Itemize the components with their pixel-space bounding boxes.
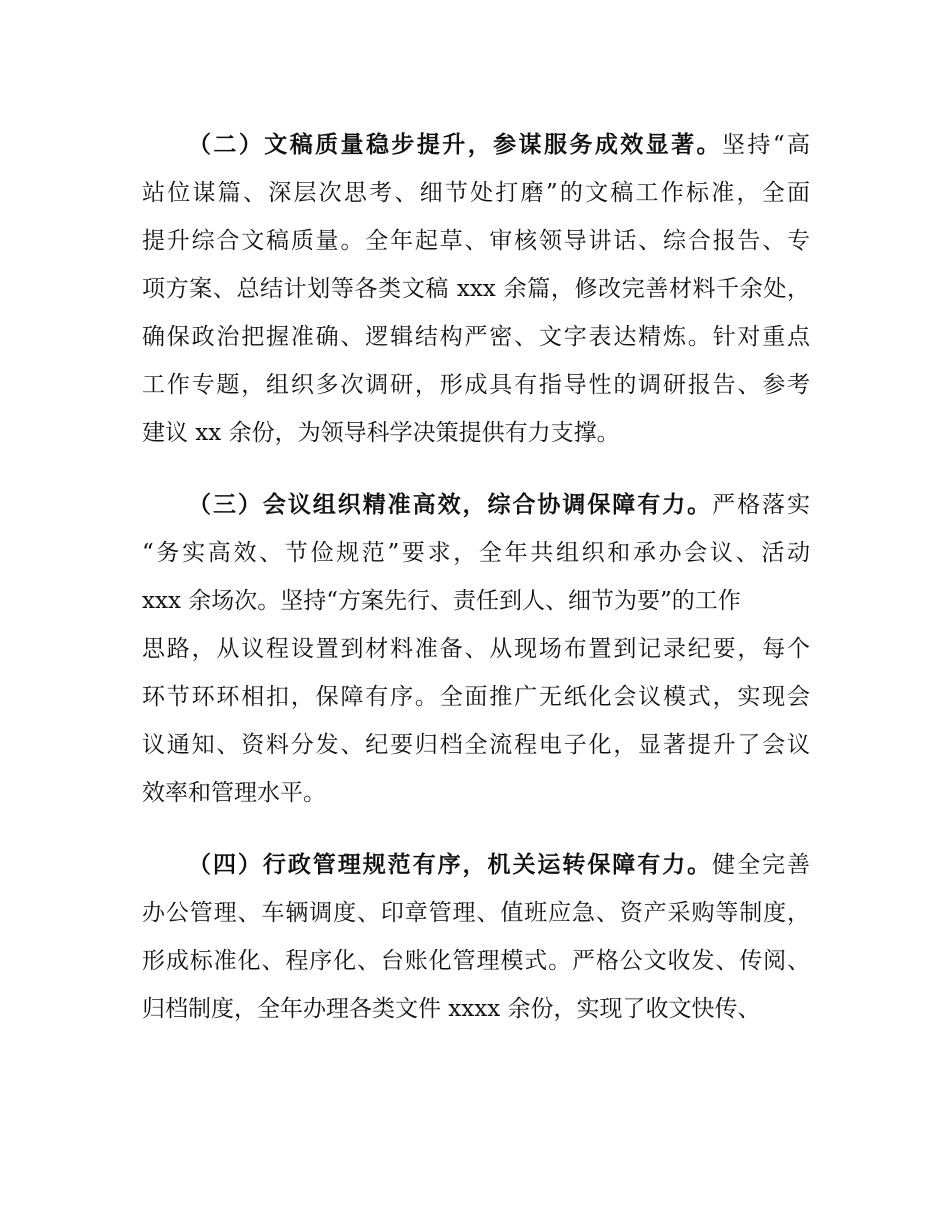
paragraph-heading: （四）行政管理规范有序，机关运转保障有力。 bbox=[188, 852, 713, 878]
paragraph-line: 工作专题，组织多次调研，形成具有指导性的调研报告、参考 bbox=[142, 372, 810, 398]
paragraph-line: 思路，从议程设置到材料准备、从现场布置到记录纪要，每个 bbox=[142, 636, 810, 662]
paragraph-line: 建议 xx 余份，为领导科学决策提供有力支撑。 bbox=[142, 420, 620, 446]
paragraph-heading: （二）文稿质量稳步提升，参谋服务成效显著。 bbox=[188, 132, 722, 158]
paragraph-line: 办公管理、车辆调度、印章管理、值班应急、资产采购等制度， bbox=[142, 900, 810, 926]
paragraph-line: xxx 余场次。坚持“方案先行、责任到人、细节为要”的工作 bbox=[142, 588, 741, 614]
paragraph-line: 归档制度，全年办理各类文件 xxxx 余份，实现了收文快传、 bbox=[142, 996, 761, 1022]
paragraph-text: 健全完善 bbox=[712, 852, 811, 878]
paragraph-first-line bbox=[142, 481, 810, 529]
paragraph-first-line bbox=[142, 841, 810, 889]
paragraph-line: 环节环环相扣，保障有序。全面推广无纸化会议模式，实现会 bbox=[142, 684, 810, 710]
paragraph-3 bbox=[142, 481, 810, 817]
paragraph-heading: （三）会议组织精准高效，综合协调保障有力。 bbox=[188, 492, 713, 518]
paragraph-2 bbox=[142, 121, 810, 457]
paragraph-text: 坚持“高 bbox=[721, 132, 811, 158]
paragraph-first-line bbox=[142, 121, 810, 169]
paragraph-line: 提升综合文稿质量。全年起草、审核领导讲话、综合报告、专 bbox=[142, 228, 810, 254]
paragraph-line: 站位谋篇、深层次思考、细节处打磨”的文稿工作标准，全面 bbox=[142, 180, 810, 206]
paragraph-line: 形成标准化、程序化、台账化管理模式。严格公文收发、传阅、 bbox=[142, 948, 810, 974]
paragraph-text: 严格落实 bbox=[712, 492, 811, 518]
paragraph-line: 项方案、总结计划等各类文稿 xxx 余篇，修改完善材料千余处， bbox=[142, 276, 810, 302]
paragraph-line: 确保政治把握准确、逻辑结构严密、文字表达精炼。针对重点 bbox=[142, 324, 810, 350]
document-page bbox=[142, 121, 810, 1057]
paragraph-line: “务实高效、节俭规范”要求，全年共组织和承办会议、活动 bbox=[142, 540, 810, 566]
paragraph-line: 议通知、资料分发、纪要归档全流程电子化，显著提升了会议 bbox=[142, 732, 810, 758]
paragraph-line: 效率和管理水平。 bbox=[142, 780, 326, 806]
paragraph-4 bbox=[142, 841, 810, 1033]
